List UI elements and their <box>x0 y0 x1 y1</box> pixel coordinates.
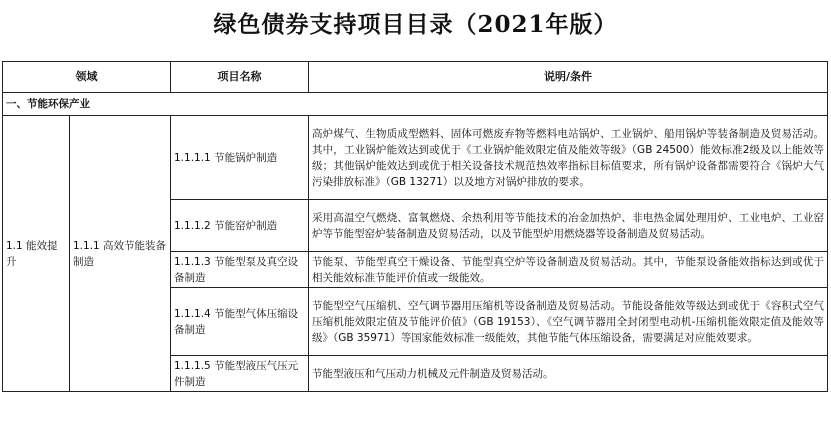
header-project-name: 项目名称 <box>171 62 309 93</box>
header-field: 领域 <box>3 62 171 93</box>
description-cell: 采用高温空气燃烧、富氧燃烧、余热利用等节能技术的冶金加热炉、非电热金属处理用炉、工业电炉、工业窑炉等节能型窑炉装备制造及贸易活动，以及节能型炉用燃烧器等设备制造及贸易活动。 <box>309 200 828 252</box>
project-name-cell: 1.1.1.1 节能锅炉制造 <box>171 116 309 200</box>
section-heading: 一、节能环保产业 <box>3 93 828 116</box>
description-cell: 节能型空气压缩机、空气调节器用压缩机等设备制造及贸易活动。节能设备能效等级达到或优于《容积式空气压缩机能效限定值及节能评价值》（GB 19153）、《空气调节器用全封闭型电动机-压缩机能效限定值及能效等级》（GB 35971）等国家能效标准一级能效，其他节能气体压缩设备，需要满足对应能效要求。 <box>309 288 828 356</box>
catalog-table <box>2 61 828 392</box>
level2-field-cell: 1.1.1 高效节能装备制造 <box>70 116 171 392</box>
header-description: 说明/条件 <box>309 62 828 93</box>
document-title: 绿色债券支持项目目录（2021年版） <box>213 11 618 38</box>
table-header-row <box>3 62 828 93</box>
description-cell: 节能泵、节能型真空干燥设备、节能型真空炉等设备制造及贸易活动。其中，节能泵设备能效指标达到或优于相关能效标准节能评价值或一级能效。 <box>309 252 828 288</box>
project-name-cell: 1.1.1.5 节能型液压气压元件制造 <box>171 356 309 392</box>
project-name-cell: 1.1.1.3 节能型泵及真空设备制造 <box>171 252 309 288</box>
table-row <box>3 116 828 200</box>
section-row <box>3 93 828 116</box>
project-name-cell: 1.1.1.4 节能型气体压缩设备制造 <box>171 288 309 356</box>
description-cell: 高炉煤气、生物质成型燃料、固体可燃废弃物等燃料电站锅炉、工业锅炉、船用锅炉等装备制造及贸易活动。其中，工业锅炉能效达到或优于《工业锅炉能效限定值及能效等级》（GB 24500）能效标准2级及以上能效等级；其他锅炉能效达到或优于相关设备技术规范热效率指标目标值要求，所有锅炉设备都需要符合《锅炉大气污染排放标准》（GB 13271）以及地方对锅炉排放的要求。 <box>309 116 828 200</box>
description-cell: 节能型液压和气压动力机械及元件制造及贸易活动。 <box>309 356 828 392</box>
level1-field-cell: 1.1 能效提升 <box>3 116 70 392</box>
project-name-cell: 1.1.1.2 节能窑炉制造 <box>171 200 309 252</box>
